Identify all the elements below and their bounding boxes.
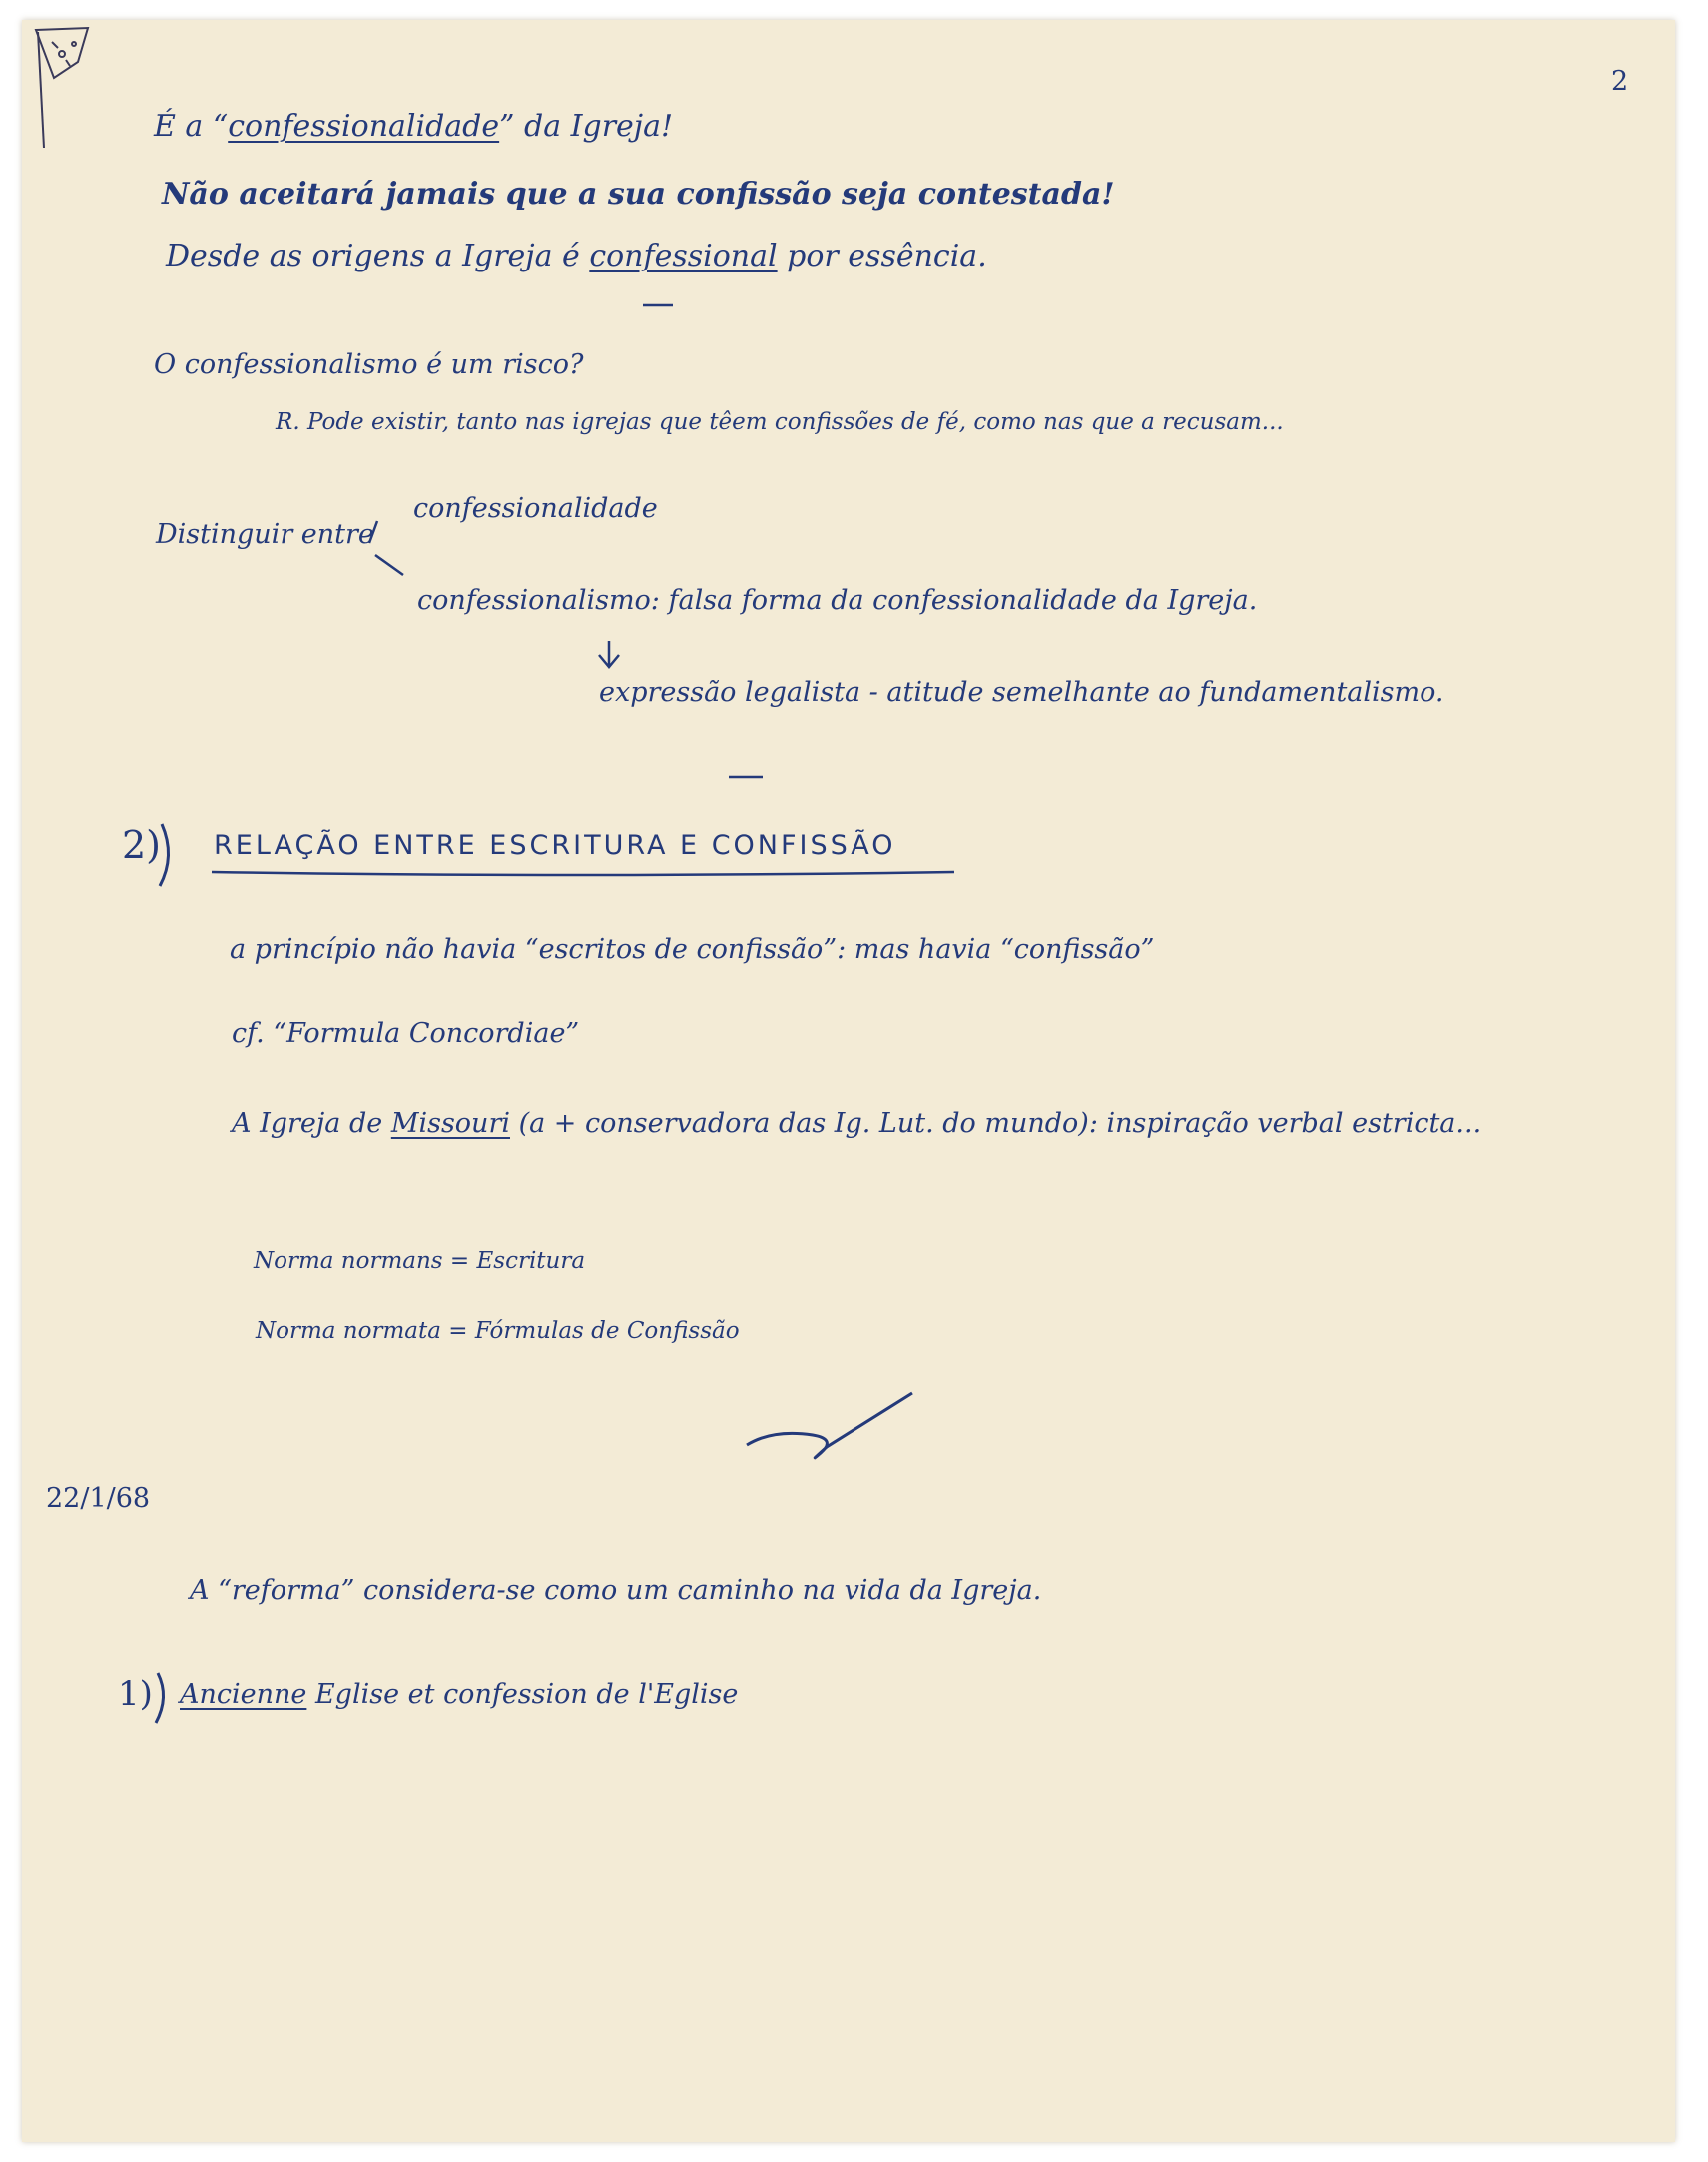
distinguish-confessionalismo: confessionalismo: falsa forma da confessionalidade da Igreja. <box>417 585 1258 616</box>
norma-normans: Norma normans = Escritura <box>254 1248 586 1274</box>
s2-formula-concordiae: cf. “Formula Concordiae” <box>232 1018 580 1049</box>
legalist-expression: expressão legalista - atitude semelhante ao fundamentalismo. <box>599 677 1444 708</box>
norma-normata: Norma normata = Fórmulas de Confissão <box>256 1318 740 1344</box>
section1-paren <box>156 1673 164 1723</box>
s2-missouri <box>232 1110 1481 1137</box>
l1-prefix: É a “ <box>154 109 229 144</box>
line-nao-aceitara: Não aceitará jamais que a sua confissão seja contestada! <box>162 177 1115 212</box>
s2-principio: a princípio não havia “escritos de confissão”: mas havia “confissão” <box>230 934 1155 965</box>
distinguish-label: Distinguir entre <box>156 519 374 550</box>
question-confessionalismo: O confessionalismo é um risco? <box>154 349 584 380</box>
l1-underlined: confessionalidade <box>228 109 500 144</box>
section1-number: 1) <box>118 1674 153 1714</box>
manuscript-page <box>22 20 1675 2142</box>
s2-l3-prefix: A Igreja de <box>232 1108 391 1139</box>
reforma-line: A “reforma” considera-se como um caminho na vida da Igreja. <box>190 1575 1042 1606</box>
section1-title <box>180 1681 738 1708</box>
l3-prefix: Desde as origens a Igreja é <box>166 239 590 273</box>
s2-l3-suffix: (a + conservadora das Ig. Lut. do mundo): inspiração verbal estricta... <box>510 1108 1482 1139</box>
l3-suffix: por essência. <box>777 239 987 273</box>
page-number: 2 <box>1611 66 1629 97</box>
l3-underlined: confessional <box>589 239 778 273</box>
line-confessionalidade <box>154 109 674 144</box>
entry-date: 22/1/68 <box>46 1483 151 1514</box>
s2-l3-underlined: Missouri <box>390 1108 510 1139</box>
down-arrow-icon <box>599 641 619 667</box>
distinguish-bracket-lower <box>375 555 403 575</box>
distinguish-confessionalidade: confessionalidade <box>413 493 658 524</box>
flourish-signature-icon <box>747 1393 912 1458</box>
corner-doodle-icon <box>36 28 88 148</box>
section2-title: RELAÇÃO ENTRE ESCRITURA E CONFISSÃO <box>214 830 896 861</box>
section2-paren <box>160 824 169 886</box>
pen-marks <box>22 20 1675 2142</box>
section1-underlined: Ancienne <box>180 1679 307 1710</box>
l1-suffix: ” da Igreja! <box>499 109 674 144</box>
line-desde-as-origens <box>166 239 987 273</box>
answer-pode-existir: R. Pode existir, tanto nas igrejas que têem confissões de fé, como nas que a recusam... <box>276 409 1284 435</box>
section2-title-underline <box>212 872 954 875</box>
section2-number: 2) <box>122 823 162 867</box>
section1-suffix: Eglise et confession de l'Eglise <box>306 1679 739 1710</box>
